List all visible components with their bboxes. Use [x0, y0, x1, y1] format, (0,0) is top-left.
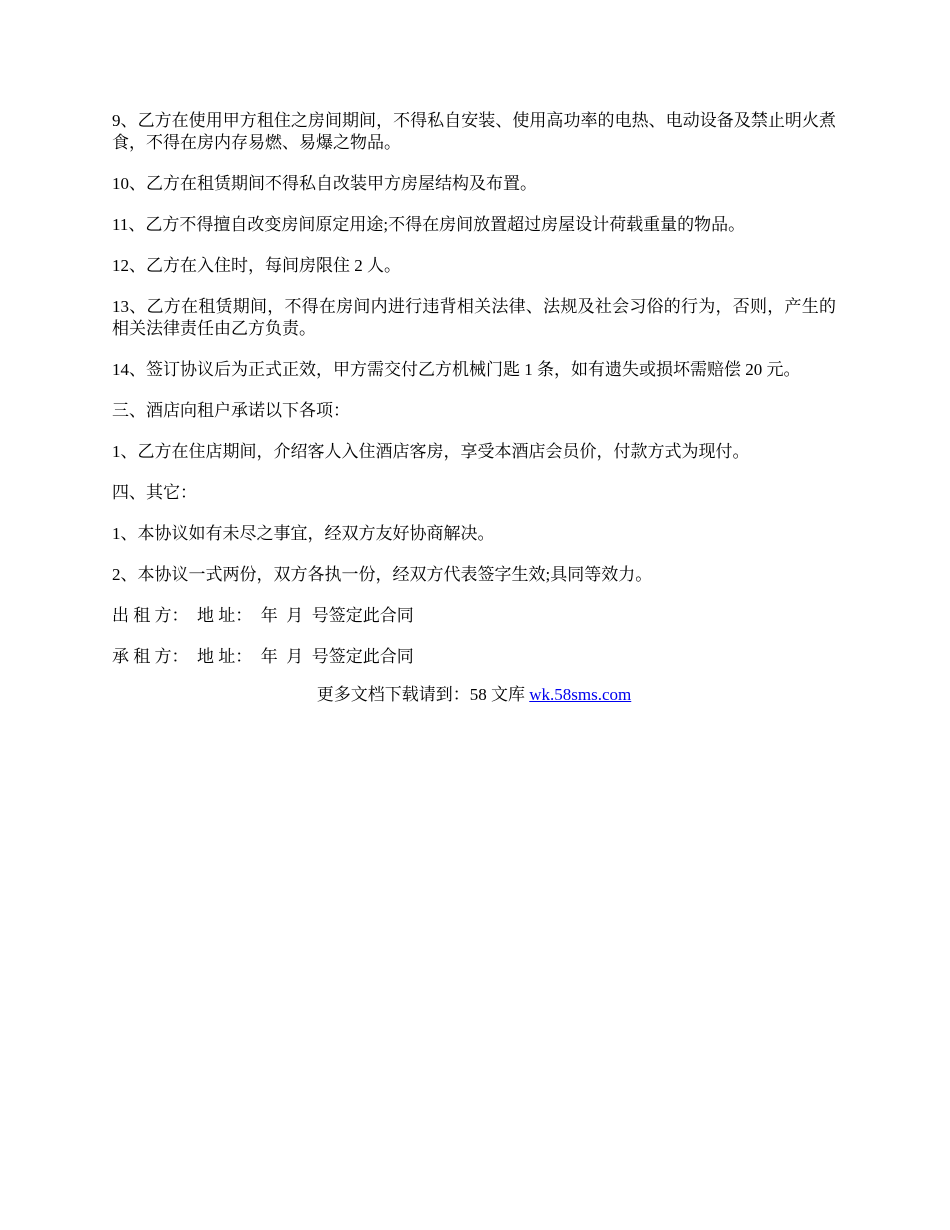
- clause-9: 9、乙方在使用甲方租住之房间期间，不得私自安装、使用高功率的电热、电动设备及禁止明火煮食，不得在房内存易燃、易爆之物品。: [112, 111, 836, 152]
- clause-10: 10、乙方在租赁期间不得私自改装甲方房屋结构及布置。: [112, 174, 537, 193]
- lessor-signature-line: 出 租 方： 地 址： 年 月 号签定此合同: [112, 606, 414, 625]
- clause-13: 13、乙方在租赁期间，不得在房间内进行违背相关法律、法规及社会习俗的行为，否则，产生的相关法律责任由乙方负责。: [112, 297, 836, 338]
- clause-12: 12、乙方在入住时，每间房限住 2 人。: [112, 256, 401, 275]
- section-3-heading: 三、酒店向租户承诺以下各项：: [112, 401, 350, 420]
- clause-14: 14、签订协议后为正式正效，甲方需交付乙方机械门匙 1 条，如有遗失或损坏需赔偿 20 元。: [112, 360, 801, 379]
- document-body: [112, 110, 836, 706]
- section-4-heading: 四、其它：: [112, 483, 197, 502]
- section-3-clause-1: 1、乙方在住店期间，介绍客人入住酒店客房，享受本酒店会员价，付款方式为现付。: [112, 442, 750, 461]
- footer-link[interactable]: wk.58sms.com: [529, 685, 632, 704]
- footer-text: 更多文档下载请到：58 文库: [316, 685, 530, 704]
- section-4-clause-2: 2、本协议一式两份，双方各执一份，经双方代表签字生效;具同等效力。: [112, 565, 653, 584]
- lessee-signature-line: 承 租 方： 地 址： 年 月 号签定此合同: [112, 647, 414, 666]
- section-4-clause-1: 1、本协议如有未尽之事宜，经双方友好协商解决。: [112, 524, 495, 543]
- download-footer: [112, 684, 836, 706]
- clause-11: 11、乙方不得擅自改变房间原定用途;不得在房间放置超过房屋设计荷载重量的物品。: [112, 215, 746, 234]
